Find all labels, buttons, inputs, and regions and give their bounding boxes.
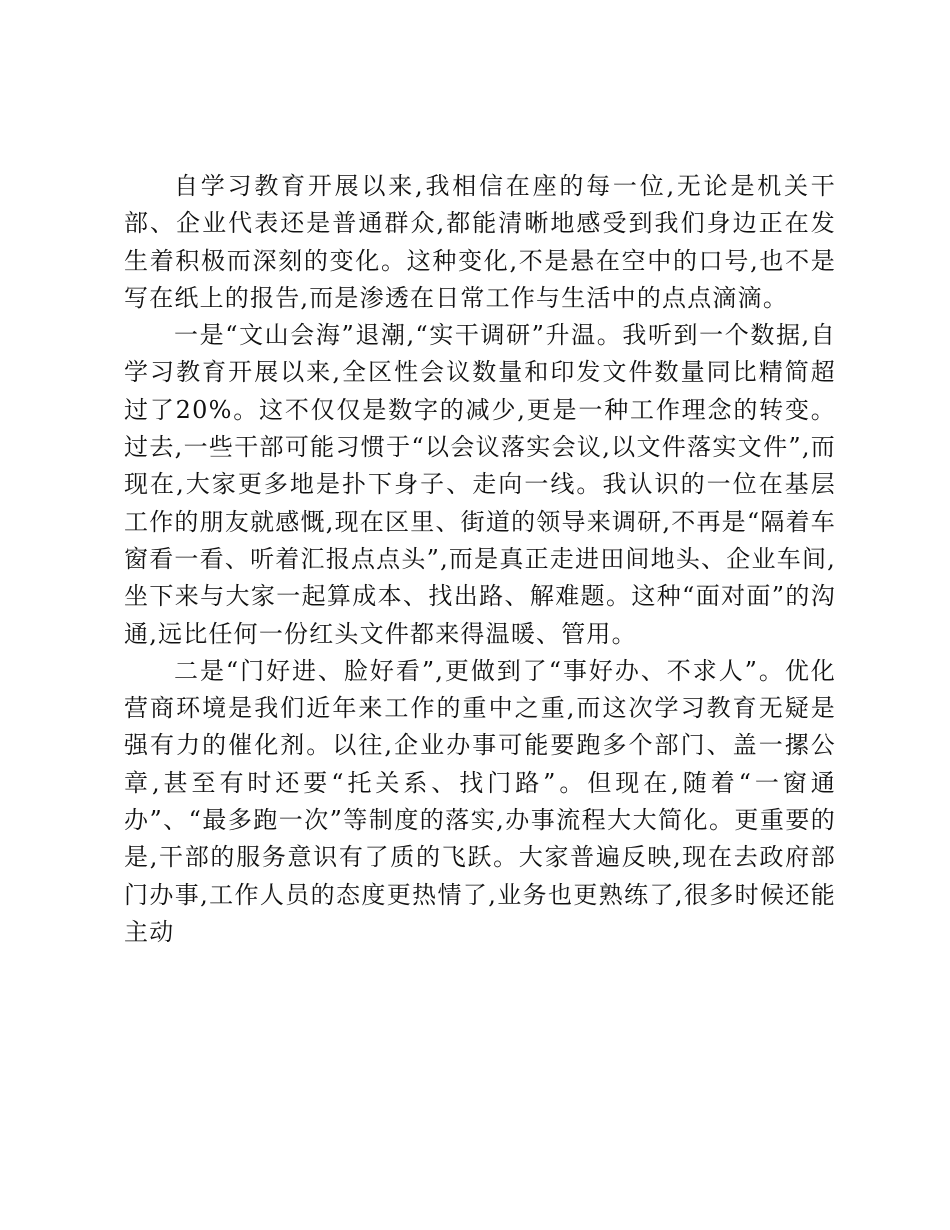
document-body: [124, 168, 836, 951]
paragraph-point-two: 二是“门好进、脸好看”,更做到了“事好办、不求人”。优化营商环境是我们近年来工作的重中之重,而这次学习教育无疑是强有力的催化剂。以往,企业办事可能要跑多个部门、盖一摞公章,甚至有时还要“托关系、找门路”。但现在,随着“一窗通办”、“最多跑一次”等制度的落实,办事流程大大简化。更重要的是,干部的服务意识有了质的飞跃。大家普遍反映,现在去政府部门办事,工作人员的态度更热情了,业务也更熟练了,很多时候还能主动: [124, 656, 836, 946]
paragraph-intro: 自学习教育开展以来,我相信在座的每一位,无论是机关干部、企业代表还是普通群众,都能清晰地感受到我们身边正在发生着积极而深刻的变化。这种变化,不是悬在空中的口号,也不是写在纸上的报告,而是渗透在日常工作与生活中的点点滴滴。: [124, 172, 836, 312]
paragraph-point-one: 一是“文山会海”退潮,“实干调研”升温。我听到一个数据,自学习教育开展以来,全区性会议数量和印发文件数量同比精简超过了20%。这不仅仅是数字的减少,更是一种工作理念的转变。过去,一些干部可能习惯于“以会议落实会议,以文件落实文件”,而现在,大家更多地是扑下身子、走向一线。我认识的一位在基层工作的朋友就感慨,现在区里、街道的领导来调研,不再是“隔着车窗看一看、听着汇报点点头”,而是真正走进田间地头、企业车间,坐下来与大家一起算成本、找出路、解难题。这种“面对面”的沟通,远比任何一份红头文件都来得温暖、管用。: [124, 321, 836, 648]
